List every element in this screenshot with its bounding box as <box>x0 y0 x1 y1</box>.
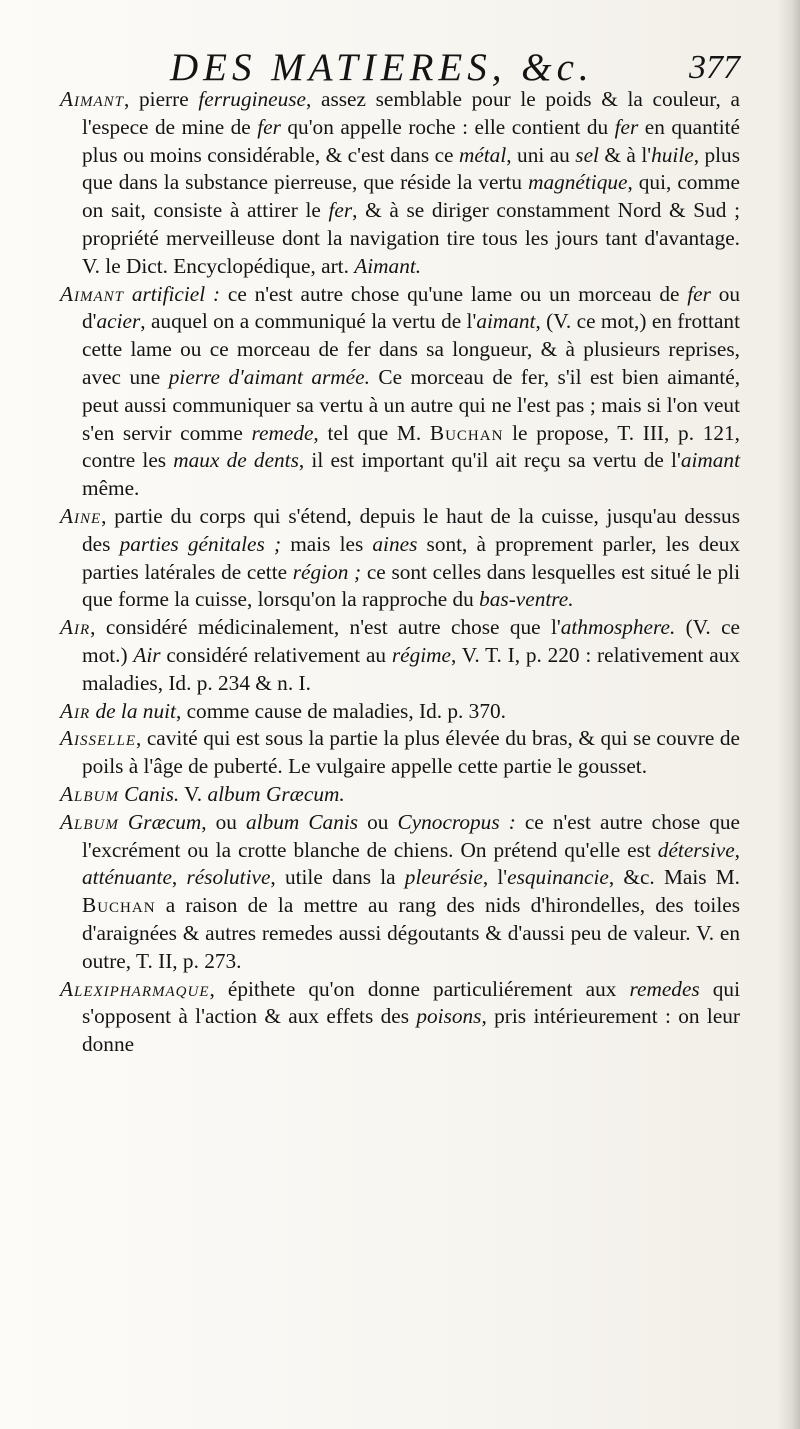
italic-text: Cynocropus : <box>397 809 516 834</box>
italic-text: pleurésie <box>404 865 483 890</box>
italic-text: remede <box>251 420 314 445</box>
entry-text: , partie du corps qui s'étend, depuis le haut de la cuisse, jusqu'au dessus des <box>82 503 740 556</box>
entry-headword: Alexipharmaque <box>60 976 210 1001</box>
entry-headword: Aine <box>60 503 102 528</box>
italic-text: fer <box>687 281 711 306</box>
entry-headword: Air <box>60 698 91 723</box>
index-entry <box>60 281 740 503</box>
entry-text: le propose, T. III, p. 121, contre les <box>82 420 740 473</box>
italic-text: maux de dents <box>173 448 299 473</box>
italic-text: artificiel : <box>124 281 221 306</box>
italic-text: fer <box>328 198 353 223</box>
index-entries <box>60 86 740 1059</box>
entry-text: , ou <box>201 809 247 834</box>
italic-text: région ; <box>292 559 362 584</box>
entry-headword: Album <box>60 809 119 834</box>
entry-text: ce n'est autre chose qu'une lame ou un morceau de <box>220 281 688 306</box>
entry-text: même. <box>82 476 140 501</box>
entry-text: , considéré médicinalement, n'est autre chose que l' <box>90 615 561 640</box>
italic-text: Aimant. <box>354 253 422 278</box>
italic-text: atténuante <box>82 865 172 890</box>
italic-text: Canis. <box>118 781 180 806</box>
entry-text: ce n'est autre chose que l'excrément ou la crotte blanche de chiens. On prétend qu'elle est <box>82 809 740 862</box>
entry-text: a raison de la mettre au rang des nids d'hirondelles, des toiles d'araignées & autres remedes aussi dégoutants & d'aussi peu de valeur. V. en outre, T. II, p. 273. <box>82 893 740 973</box>
entry-text: , auquel on a communiqué la vertu de l' <box>140 309 477 334</box>
entry-text: Ce morceau de fer, s'il est bien aimanté, peut aussi communiquer sa vertu à un autre qui ne l'est pas ; mais si l'on veut s'en servir comme <box>82 364 741 445</box>
entry-text: , assez semblable pour le poids & la couleur, a l'espece de mine de <box>82 87 740 139</box>
italic-text: acier <box>96 309 141 334</box>
index-entry <box>60 809 740 976</box>
entry-text: en quantité plus ou moins considérable, & c'est dans ce <box>82 114 740 167</box>
entry-text: , plus que dans la substance pierreuse, que réside la vertu <box>82 142 740 195</box>
entry-text: , <box>734 837 740 862</box>
index-entry <box>60 614 740 697</box>
italic-text: métal <box>458 142 507 167</box>
entry-text: , l' <box>482 865 508 890</box>
italic-text: aimant <box>476 309 536 334</box>
entry-text: , utile dans la <box>270 865 405 890</box>
italic-text: régime <box>391 642 451 667</box>
entry-text: , V. T. I, p. 220 : relativement aux maladies, Id. p. 234 & n. I. <box>82 642 741 695</box>
entry-text: ou d' <box>82 281 741 334</box>
italic-text: fer <box>257 114 281 139</box>
entry-text: , uni au <box>506 142 576 167</box>
entry-text: sont, à proprement parler, les deux parties latérales de cette <box>82 531 740 584</box>
entry-text: qu'on appelle roche : elle contient du <box>280 114 615 139</box>
italic-text: sel <box>575 142 599 167</box>
italic-text: aines <box>372 531 418 556</box>
index-entry <box>60 503 740 614</box>
italic-text: aimant <box>680 448 740 473</box>
entry-text: , épithete qu'on donne particuliérement aux <box>209 976 630 1001</box>
entry-text: , comme cause de maladies, Id. p. 370. <box>175 698 506 723</box>
entry-headword: Aisselle <box>60 726 137 751</box>
entry-text: (V. ce mot.) <box>82 615 740 667</box>
italic-text: résolutive <box>186 865 271 890</box>
italic-text: détersive <box>657 837 735 862</box>
italic-text: pierre d'aimant armée. <box>168 364 370 389</box>
running-title: DES MATIERES, &c. <box>170 46 594 89</box>
italic-text: magnétique <box>528 170 628 195</box>
entry-text: , pris intérieurement : on leur donne <box>82 1004 741 1057</box>
entry-text: ce sont celles dans lesquelles est situé le pli que forme la cuisse, lorsqu'on la rapproche du <box>82 559 740 612</box>
italic-text: huile <box>651 142 694 167</box>
entry-text: qui s'opposent à l'action & aux effets des <box>82 976 740 1029</box>
italic-text: esquinancie <box>507 865 609 890</box>
entry-text: , tel que M. <box>313 420 430 445</box>
index-entry <box>60 976 740 1059</box>
entry-text: , pierre <box>124 87 199 111</box>
italic-text: album Canis <box>246 809 359 834</box>
italic-text: fer <box>614 114 639 139</box>
entry-text: , <box>171 865 187 890</box>
italic-text: poisons <box>416 1004 482 1029</box>
italic-text: de la nuit <box>90 698 176 723</box>
entry-text: & à l' <box>598 142 652 167</box>
entry-text: , (V. ce mot,) en frottant cette lame ou ce morceau de fer dans sa longueur, & à plusieurs reprises, avec une <box>82 309 740 389</box>
italic-text: album Græcum. <box>207 781 345 806</box>
entry-headword: Aimant <box>60 87 125 111</box>
entry-headword: Album <box>60 781 119 806</box>
italic-text: Air <box>133 642 161 667</box>
index-entry <box>60 781 740 809</box>
index-entry <box>60 698 740 726</box>
italic-text: Græcum <box>118 809 202 834</box>
entry-headword: Aimant <box>60 281 125 306</box>
entry-text: considéré relativement au <box>160 642 392 667</box>
entry-text: ou <box>358 809 398 834</box>
index-entry <box>60 725 740 781</box>
entry-headword: Air <box>60 615 91 640</box>
small-caps-name: Buchan <box>82 893 156 918</box>
italic-text: parties génitales ; <box>119 531 282 556</box>
page-edge-shadow <box>778 0 800 1429</box>
small-caps-name: Buchan <box>429 420 504 445</box>
entry-text: , &c. Mais M. <box>608 865 740 890</box>
entry-text: V. <box>179 781 208 806</box>
italic-text: remedes <box>629 976 700 1001</box>
entry-text: , qui, comme on sait, consiste à attirer le <box>82 170 741 223</box>
index-entry <box>60 86 740 281</box>
italic-text: ferrugineuse <box>198 87 307 111</box>
page-number: 377 <box>689 49 740 86</box>
entry-text: , il est important qu'il ait reçu sa vertu de l' <box>298 448 681 473</box>
entry-text: mais les <box>281 531 373 556</box>
italic-text: bas-ventre. <box>479 587 574 612</box>
entry-text: , cavité qui est sous la partie la plus élevée du bras, & qui se couvre de poils à l'âge de puberté. Le vulgaire appelle cette partie le gousset. <box>82 726 740 779</box>
entry-text: , & à se diriger constamment Nord & Sud ; propriété merveilleuse dont la navigation tire tous les jours tant d'avantage. V. le Dict. Encyclopédique, art. <box>82 198 741 278</box>
italic-text: athmosphere. <box>560 615 676 640</box>
